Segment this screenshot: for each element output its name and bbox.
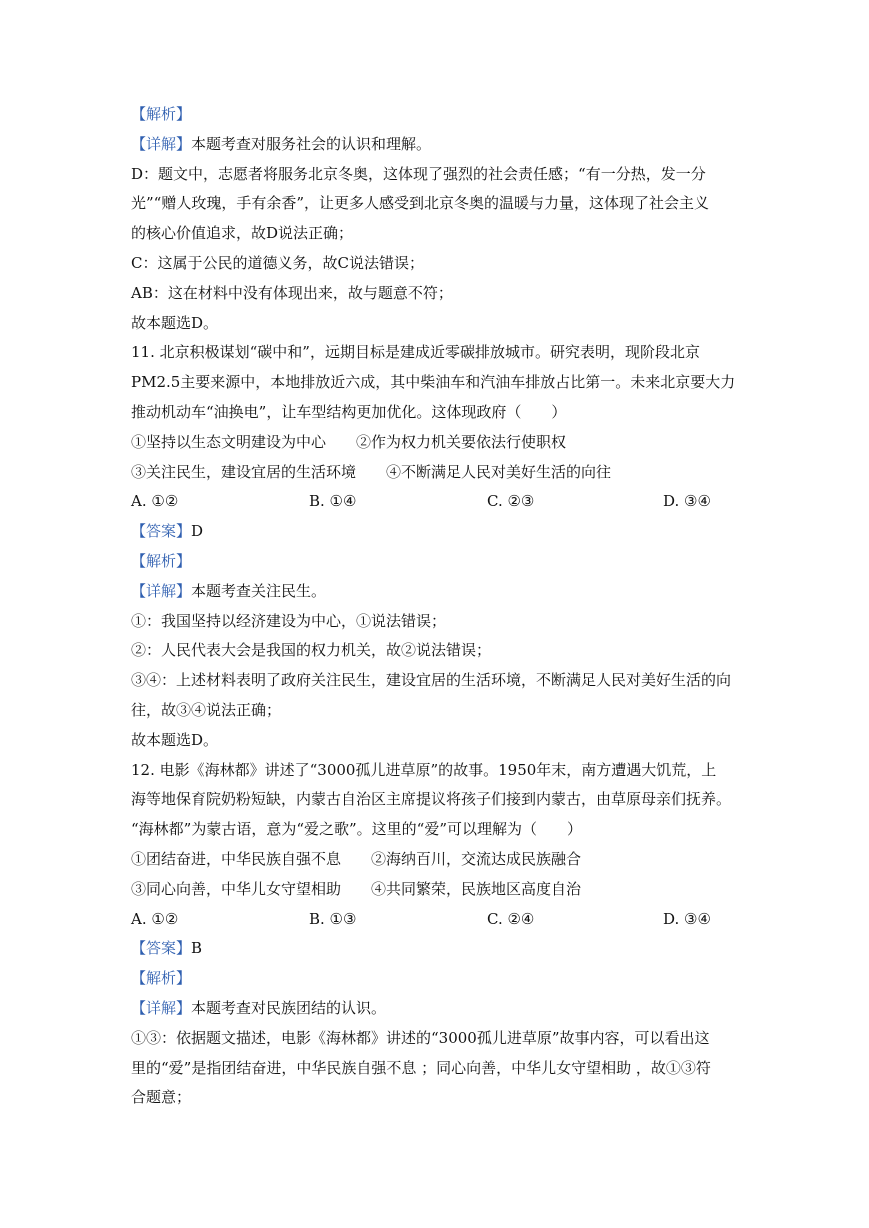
text-line xyxy=(131,938,741,958)
text-line xyxy=(131,193,741,213)
text-line xyxy=(131,402,741,422)
text-line xyxy=(131,670,741,690)
answer-option: B. ①④ xyxy=(309,492,357,510)
line-text: ③关注民生，建设宜居的生活环境 ④不断满足人民对美好生活的向往 xyxy=(131,463,612,481)
line-text: D：题文中，志愿者将服务北京冬奥，这体现了强烈的社会责任感；“有一分热，发一分 xyxy=(131,165,706,183)
text-line xyxy=(131,551,741,571)
text-line xyxy=(131,611,741,631)
line-text: 故本题选D。 xyxy=(131,731,219,749)
answer-option: C. ②④ xyxy=(487,910,535,928)
text-line xyxy=(131,283,741,303)
text-line xyxy=(131,968,741,988)
text-line xyxy=(131,581,741,601)
text-line xyxy=(131,1058,741,1078)
line-text: ①团结奋进，中华民族自强不息 ②海纳百川，交流达成民族融合 xyxy=(131,850,582,868)
section-tag: 【详解】 xyxy=(131,582,192,600)
answer-option: D. ③④ xyxy=(663,910,711,928)
line-text: ①：我国坚持以经济建设为中心，①说法错误； xyxy=(131,612,447,630)
text-line xyxy=(131,372,741,392)
line-text: 往，故③④说法正确； xyxy=(131,701,282,719)
text-line xyxy=(131,521,741,541)
line-text: 合题意； xyxy=(131,1088,192,1106)
line-text: “海林都”为蒙古语，意为“爱之歌”。这里的“爱”可以理解为（ ） xyxy=(131,820,583,838)
text-line xyxy=(131,253,741,273)
text-line xyxy=(131,1028,741,1048)
line-text: ①坚持以生态文明建设为中心 ②作为权力机关要依法行使职权 xyxy=(131,433,567,451)
line-text: 故本题选D。 xyxy=(131,314,219,332)
line-text: ③④：上述材料表明了政府关注民生，建设宜居的生活环境，不断满足人民对美好生活的向 xyxy=(131,671,732,689)
section-tag: 【详解】 xyxy=(131,135,192,153)
answer-options xyxy=(131,909,741,929)
line-text: C：这属于公民的道德义务，故C说法错误； xyxy=(131,254,424,272)
answer-option: C. ②③ xyxy=(487,492,535,510)
line-text: ②：人民代表大会是我国的权力机关，故②说法错误； xyxy=(131,641,492,659)
text-line xyxy=(131,730,741,750)
line-text: 推动机动车“油换电”，让车型结构更加优化。这体现政府（ ） xyxy=(131,403,567,421)
line-text: 本题考查关注民生。 xyxy=(191,582,327,600)
answer-option: A. ①② xyxy=(131,910,179,928)
text-line xyxy=(131,164,741,184)
text-line xyxy=(131,789,741,809)
text-line xyxy=(131,134,741,154)
line-text: 光”“赠人玫瑰，手有余香”，让更多人感受到北京冬奥的温暖与力量，这体现了社会主义 xyxy=(131,194,710,212)
section-tag: 【答案】 xyxy=(131,939,192,957)
answer-options xyxy=(131,491,741,511)
text-line xyxy=(131,462,741,482)
line-text: 海等地保育院奶粉短缺，内蒙古自治区主席提议将孩子们接到内蒙古，由草原母亲们抚养。 xyxy=(131,790,732,808)
text-line xyxy=(131,760,741,780)
text-line xyxy=(131,223,741,243)
line-text: PM2.5主要来源中，本地排放近六成，其中柴油车和汽油车排放占比第一。未来北京要大力 xyxy=(131,373,736,391)
text-line xyxy=(131,342,741,362)
line-text: 的核心价值追求，故D说法正确； xyxy=(131,224,354,242)
text-line xyxy=(131,819,741,839)
text-line xyxy=(131,640,741,660)
line-text: B xyxy=(191,939,203,957)
text-line xyxy=(131,432,741,452)
answer-option: B. ①③ xyxy=(309,910,357,928)
section-tag: 【解析】 xyxy=(131,969,192,987)
line-text: ①③：依据题文描述，电影《海林都》讲述的“3000孤儿进草原”故事内容，可以看出这 xyxy=(131,1029,710,1047)
text-line xyxy=(131,1087,741,1107)
line-text: AB：这在材料中没有体现出来，故与题意不符； xyxy=(131,284,453,302)
answer-option: D. ③④ xyxy=(663,492,711,510)
section-tag: 【详解】 xyxy=(131,999,192,1017)
answer-option: A. ①② xyxy=(131,492,179,510)
section-tag: 【答案】 xyxy=(131,522,192,540)
text-line xyxy=(131,313,741,333)
line-text: 本题考查对服务社会的认识和理解。 xyxy=(191,135,432,153)
line-text: D xyxy=(191,522,204,540)
line-text: 里的“爱”是指团结奋进，中华民族自强不息 ；同心向善，中华儿女守望相助 ，故①③符 xyxy=(131,1059,711,1077)
text-line xyxy=(131,104,741,124)
text-line xyxy=(131,879,741,899)
section-tag: 【解析】 xyxy=(131,105,192,123)
line-text: 11. 北京积极谋划“碳中和”，远期目标是建成近零碳排放城市。研究表明，现阶段北京 xyxy=(131,343,700,361)
line-text: 12. 电影《海林都》讲述了“3000孤儿进草原”的故事。1950年末，南方遭遇大饥荒，上 xyxy=(131,761,717,779)
text-line xyxy=(131,849,741,869)
text-line xyxy=(131,700,741,720)
text-line xyxy=(131,998,741,1018)
section-tag: 【解析】 xyxy=(131,552,192,570)
line-text: 本题考查对民族团结的认识。 xyxy=(191,999,387,1017)
line-text: ③同心向善，中华儿女守望相助 ④共同繁荣，民族地区高度自治 xyxy=(131,880,582,898)
